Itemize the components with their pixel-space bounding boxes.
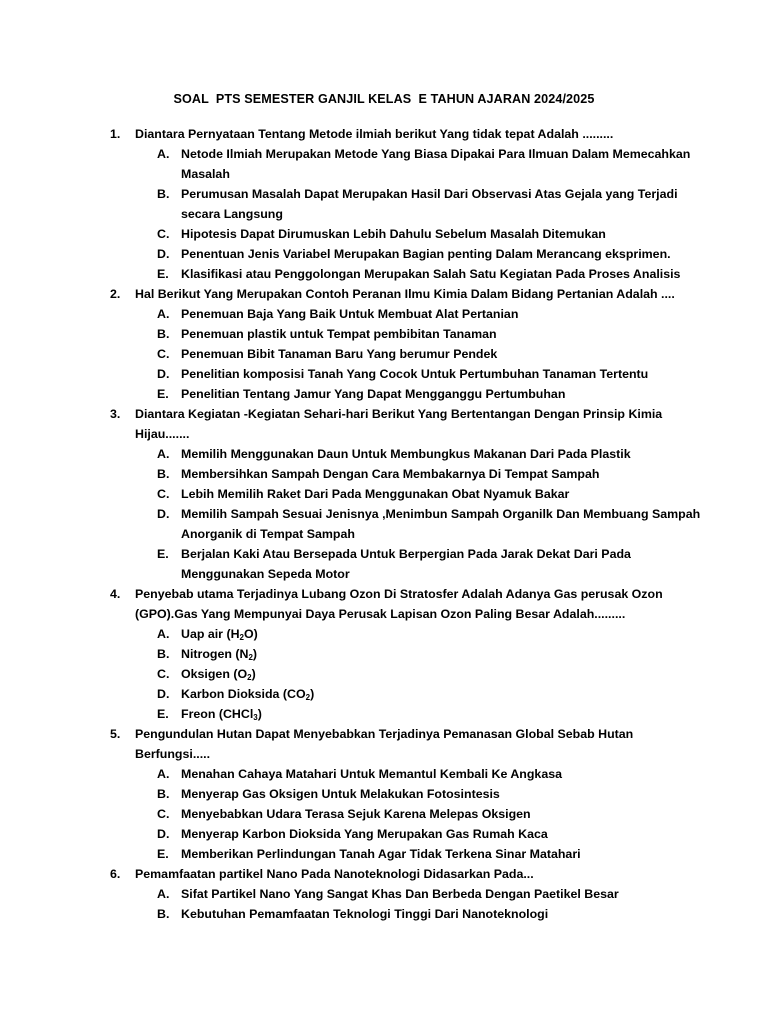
question-item — [110, 584, 710, 724]
option-letter: B. — [157, 187, 170, 201]
option-text-main: Penentuan Jenis Variabel Merupakan Bagian penting Dalam Merancang eksprimen. — [181, 247, 671, 261]
question-text: Pengundulan Hutan Dapat Menyebabkan Terjadinya Pemanasan Global Sebab Hutan Berfungsi..... — [135, 727, 634, 761]
question-number: 4. — [110, 587, 121, 601]
answer-option — [135, 484, 710, 504]
answer-option — [135, 384, 710, 404]
option-letter: B. — [157, 327, 170, 341]
answer-option — [135, 264, 710, 284]
option-letter: A. — [157, 307, 170, 321]
answer-option — [135, 304, 710, 324]
option-text — [181, 504, 710, 544]
option-text-main: Penemuan Baja Yang Baik Untuk Membuat Alat Pertanian — [181, 307, 519, 321]
option-text-main: Memilih Sampah Sesuai Jenisnya ,Menimbun Sampah Organilk Dan Membuang Sampah Anorganik di Tempat Sampah — [181, 507, 701, 541]
option-text — [181, 464, 710, 484]
question-item — [110, 124, 710, 284]
option-text-main: Klasifikasi atau Penggolongan Merupakan Salah Satu Kegiatan Pada Proses Analisis — [181, 267, 681, 281]
question-text: Hal Berikut Yang Merupakan Contoh Peranan Ilmu Kimia Dalam Bidang Pertanian Adalah .... — [135, 287, 675, 301]
option-letter: D. — [157, 507, 170, 521]
answer-option — [135, 904, 710, 924]
option-text-main: Sifat Partikel Nano Yang Sangat Khas Dan Berbeda Dengan Paetikel Besar — [181, 887, 619, 901]
option-letter: C. — [157, 227, 170, 241]
answer-option — [135, 364, 710, 384]
answer-option — [135, 664, 710, 684]
answer-option — [135, 684, 710, 704]
option-text — [181, 444, 710, 464]
option-text — [181, 384, 710, 404]
option-list — [135, 884, 710, 924]
option-text — [181, 264, 710, 284]
formula-subscript: 2 — [248, 653, 253, 662]
option-text-main: Penelitian Tentang Jamur Yang Dapat Mengganggu Pertumbuhan — [181, 387, 566, 401]
option-text — [181, 304, 710, 324]
option-list — [135, 624, 710, 724]
option-letter: B. — [157, 647, 170, 661]
answer-option — [135, 844, 710, 864]
option-text-main: Penemuan Bibit Tanaman Baru Yang berumur Pendek — [181, 347, 498, 361]
option-text-suffix: O) — [243, 627, 258, 641]
option-text — [181, 904, 710, 924]
formula-subscript: 2 — [239, 633, 244, 642]
option-text-suffix: ) — [310, 687, 315, 701]
option-letter: E. — [157, 847, 169, 861]
answer-option — [135, 344, 710, 364]
question-item — [110, 404, 710, 584]
option-text-main: Menyerap Karbon Dioksida Yang Merupakan Gas Rumah Kaca — [181, 827, 548, 841]
option-letter: C. — [157, 347, 170, 361]
option-letter: E. — [157, 707, 169, 721]
option-letter: D. — [157, 827, 170, 841]
option-text — [181, 844, 710, 864]
option-text-main: Karbon Dioksida (CO — [181, 687, 306, 701]
option-text — [181, 784, 710, 804]
option-letter: C. — [157, 487, 170, 501]
option-text-main: Berjalan Kaki Atau Bersepada Untuk Berpergian Pada Jarak Dekat Dari Pada Menggunakan Sepeda Motor — [181, 547, 631, 581]
option-list — [135, 444, 710, 584]
option-letter: B. — [157, 467, 170, 481]
option-letter: A. — [157, 627, 170, 641]
option-letter: C. — [157, 807, 170, 821]
option-text-suffix: ) — [257, 707, 262, 721]
option-text — [181, 704, 710, 724]
option-list — [135, 144, 710, 284]
option-text-main: Penelitian komposisi Tanah Yang Cocok Untuk Pertumbuhan Tanaman Tertentu — [181, 367, 649, 381]
page-title: SOAL PTS SEMESTER GANJIL KELAS E TAHUN AJARAN 2024/2025 — [173, 92, 595, 106]
option-text — [181, 364, 710, 384]
option-letter: B. — [157, 907, 170, 921]
question-text: Diantara Pernyataan Tentang Metode ilmiah berikut Yang tidak tepat Adalah ......... — [135, 127, 614, 141]
option-text — [181, 764, 710, 784]
option-text-main: Perumusan Masalah Dapat Merupakan Hasil Dari Observasi Atas Gejala yang Terjadi secara Langsung — [181, 187, 678, 221]
option-text-suffix: ) — [252, 647, 258, 661]
option-text-main: Menyerap Gas Oksigen Untuk Melakukan Fotosintesis — [181, 787, 500, 801]
option-text — [181, 244, 710, 264]
answer-option — [135, 444, 710, 464]
question-number: 5. — [110, 727, 121, 741]
formula-subscript: 3 — [253, 713, 258, 722]
answer-option — [135, 144, 710, 184]
question-text: Pemamfaatan partikel Nano Pada Nanoteknologi Didasarkan Pada... — [135, 867, 534, 881]
option-text — [181, 824, 710, 844]
option-text-main: Netode Ilmiah Merupakan Metode Yang Biasa Dipakai Para Ilmuan Dalam Memecahkan Masalah — [181, 147, 691, 181]
option-text — [181, 224, 710, 244]
option-text-main: Membersihkan Sampah Dengan Cara Membakarnya Di Tempat Sampah — [181, 467, 600, 481]
option-text-main: Kebutuhan Pemamfaatan Teknologi Tinggi Dari Nanoteknologi — [181, 907, 549, 921]
option-text-main: Menyebabkan Udara Terasa Sejuk Karena Melepas Oksigen — [181, 807, 531, 821]
answer-option — [135, 244, 710, 264]
option-text — [181, 324, 710, 344]
option-text — [181, 684, 710, 704]
option-text-main: Hipotesis Dapat Dirumuskan Lebih Dahulu Sebelum Masalah Ditemukan — [181, 227, 606, 241]
answer-option — [135, 464, 710, 484]
option-text-main: Penemuan plastik untuk Tempat pembibitan Tanaman — [181, 327, 497, 341]
option-letter: D. — [157, 687, 170, 701]
option-text — [181, 344, 710, 364]
option-text-suffix: ) — [251, 667, 256, 681]
option-text-main: Oksigen (O — [181, 667, 248, 681]
answer-option — [135, 644, 710, 664]
option-text-main: Memilih Menggunakan Daun Untuk Membungkus Makanan Dari Pada Plastik — [181, 447, 631, 461]
option-letter: E. — [157, 387, 169, 401]
answer-option — [135, 884, 710, 904]
answer-option — [135, 324, 710, 344]
option-text — [181, 544, 710, 584]
option-letter: A. — [157, 887, 170, 901]
option-letter: A. — [157, 767, 170, 781]
answer-option — [135, 504, 710, 544]
answer-option — [135, 784, 710, 804]
option-text-main: Freon (CHCl — [181, 707, 254, 721]
option-text-main: Memberikan Perlindungan Tanah Agar Tidak Terkena Sinar Matahari — [181, 847, 581, 861]
option-letter: E. — [157, 547, 169, 561]
option-letter: E. — [157, 267, 169, 281]
answer-option — [135, 764, 710, 784]
option-letter: A. — [157, 447, 170, 461]
option-text — [181, 884, 710, 904]
question-item — [110, 284, 710, 404]
formula-subscript: 2 — [247, 673, 252, 682]
question-number: 1. — [110, 127, 121, 141]
option-list — [135, 304, 710, 404]
option-letter: D. — [157, 247, 170, 261]
option-text — [181, 184, 710, 224]
option-text-main: Nitrogen (N — [181, 647, 249, 661]
option-letter: D. — [157, 367, 170, 381]
question-number: 2. — [110, 287, 121, 301]
formula-subscript: 2 — [305, 693, 311, 702]
question-number: 6. — [110, 867, 121, 881]
option-text — [181, 484, 710, 504]
answer-option — [135, 824, 710, 844]
question-list — [110, 124, 710, 924]
option-text — [181, 144, 710, 184]
option-letter: B. — [157, 787, 170, 801]
answer-option — [135, 184, 710, 224]
answer-option — [135, 544, 710, 584]
option-text — [181, 624, 710, 644]
question-item — [110, 724, 710, 864]
question-text: Diantara Kegiatan -Kegiatan Sehari-hari Berikut Yang Bertentangan Dengan Prinsip Kimia Hijau....... — [135, 407, 663, 441]
answer-option — [135, 704, 710, 724]
question-text: Penyebab utama Terjadinya Lubang Ozon Di Stratosfer Adalah Adanya Gas perusak Ozon (GPO).Gas Yang Mempunyai Daya Perusak Lapisan Ozon Paling Besar Adalah......... — [135, 587, 663, 621]
question-number: 3. — [110, 407, 121, 421]
option-list — [135, 764, 710, 864]
option-letter: C. — [157, 667, 170, 681]
option-text-main: Menahan Cahaya Matahari Untuk Memantul Kembali Ke Angkasa — [181, 767, 562, 781]
option-text-main: Lebih Memilih Raket Dari Pada Menggunakan Obat Nyamuk Bakar — [181, 487, 570, 501]
answer-option — [135, 804, 710, 824]
option-letter: A. — [157, 147, 170, 161]
question-item — [110, 864, 710, 924]
option-text — [181, 644, 710, 664]
answer-option — [135, 624, 710, 644]
option-text — [181, 664, 710, 684]
option-text-main: Uap air (H — [181, 627, 240, 641]
answer-option — [135, 224, 710, 244]
option-text — [181, 804, 710, 824]
